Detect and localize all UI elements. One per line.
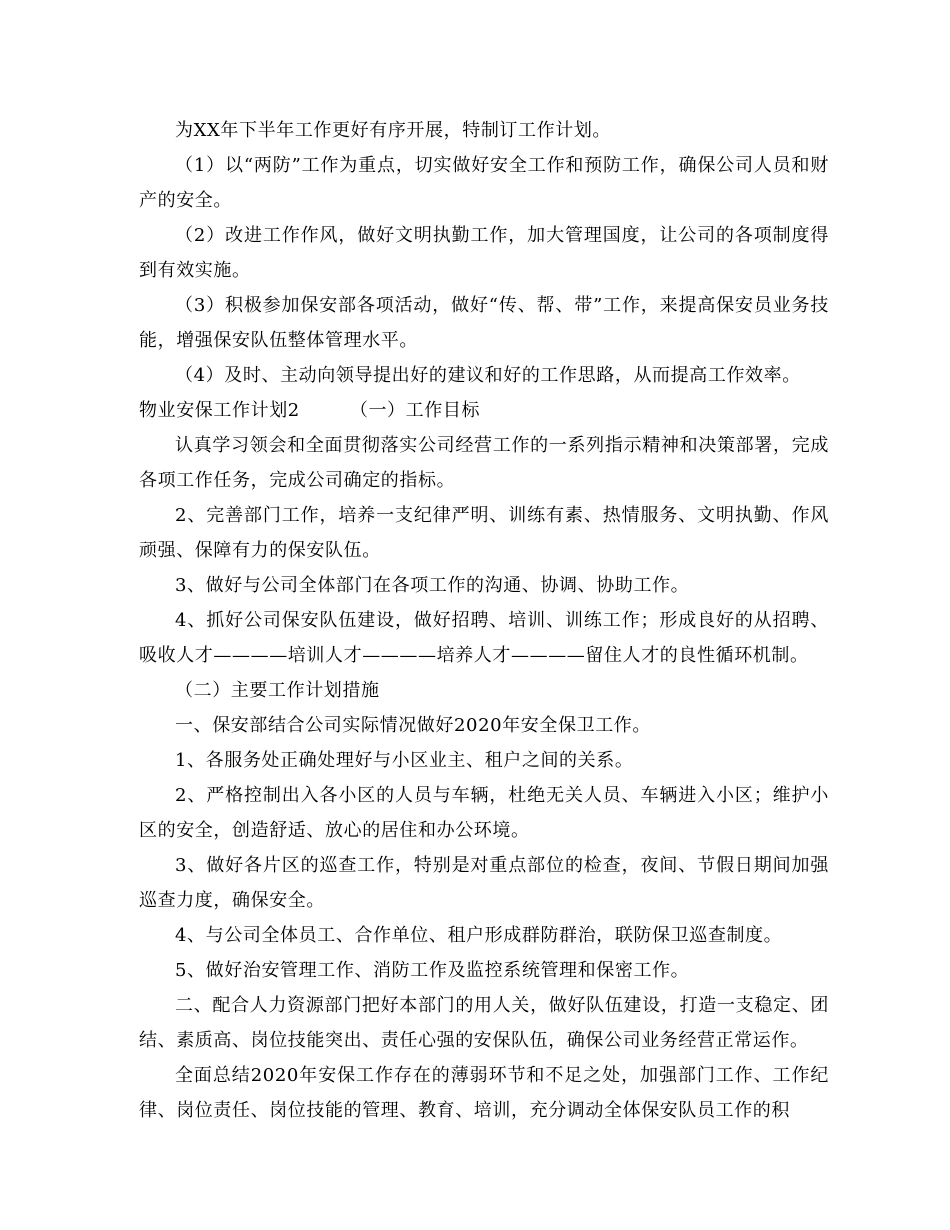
- paragraph-item-3: （3）积极参加保安部各项活动，做好“传、帮、带”工作，来提高保安员业务技能，增强保安队伍整体管理水平。: [139, 295, 829, 351]
- paragraph-item-1: （1）以“两防”工作为重点，切实做好安全工作和预防工作，确保公司人员和财产的安全。: [139, 155, 829, 211]
- paragraph-measure-1-5: 5、做好治安管理工作、消防工作及监控系统管理和保密工作。: [175, 960, 690, 981]
- section-title: 物业安保工作计划2: [139, 400, 300, 421]
- paragraph-goal: 认真学习领会和全面贯彻落实公司经营工作的一系列指示精神和决策部署，完成各项工作任务，完成公司确定的指标。: [139, 435, 829, 491]
- paragraph-measure-1-4: 4、与公司全体员工、合作单位、租户形成群防群治，联防保卫巡查制度。: [175, 925, 783, 946]
- heading-spacer: [300, 393, 350, 428]
- section-heading: [139, 393, 829, 428]
- paragraph-measure-2: 二、配合人力资源部门把好本部门的用人关，做好队伍建设，打造一支稳定、团结、素质高、岗位技能突出、责任心强的安保队伍，确保公司业务经营正常运作。: [139, 995, 829, 1051]
- paragraph-summary: 全面总结2020年安保工作存在的薄弱环节和不足之处，加强部门工作、工作纪律、岗位责任、岗位技能的管理、教育、培训，充分调动全体保安队员工作的积: [139, 1065, 829, 1121]
- subheading-measures: （二）主要工作计划措施: [175, 680, 380, 701]
- paragraph-goal-2: 2、完善部门工作，培养一支纪律严明、训练有素、热情服务、文明执勤、作风顽强、保障有力的保安队伍。: [139, 505, 829, 561]
- paragraph-goal-4: 4、抓好公司保安队伍建设，做好招聘、培训、训练工作；形成良好的从招聘、吸收人才————培训人才————培养人才————留住人才的良性循环机制。: [139, 610, 829, 666]
- paragraph-measure-1-3: 3、做好各片区的巡查工作，特别是对重点部位的检查，夜间、节假日期间加强巡查力度，确保安全。: [139, 855, 829, 911]
- paragraph-measure-1-2: 2、严格控制出入各小区的人员与车辆，杜绝无关人员、车辆进入小区；维护小区的安全，创造舒适、放心的居住和办公环境。: [139, 785, 829, 841]
- paragraph-item-2: （2）改进工作作风，做好文明执勤工作，加大管理国度，让公司的各项制度得到有效实施。: [139, 225, 829, 281]
- paragraph-goal-3: 3、做好与公司全体部门在各项工作的沟通、协调、协助工作。: [175, 575, 690, 596]
- paragraph-measure-1: 一、保安部结合公司实际情况做好2020年安全保卫工作。: [175, 715, 652, 736]
- document-body: [139, 113, 829, 1128]
- paragraph-intro: 为XX年下半年工作更好有序开展，特制订工作计划。: [175, 120, 612, 141]
- paragraph-measure-1-1: 1、各服务处正确处理好与小区业主、租户之间的关系。: [175, 750, 634, 771]
- section-subtitle: （一）工作目标: [349, 400, 481, 421]
- paragraph-item-4: （4）及时、主动向领导提出好的建议和好的工作思路，从而提高工作效率。: [175, 365, 801, 386]
